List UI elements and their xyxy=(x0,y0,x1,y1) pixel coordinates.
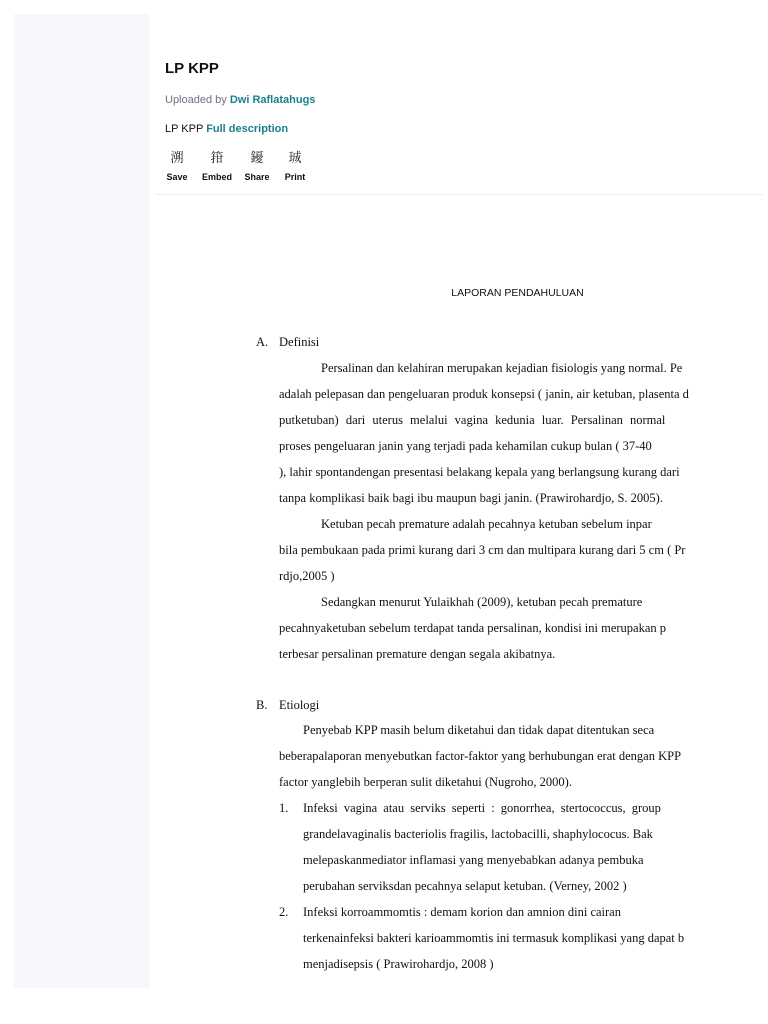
share-icon: 䥳 xyxy=(250,151,264,166)
section-a-marker: A. xyxy=(256,335,269,349)
list-item-line: perubahan serviksdan pecahnya selaput ketuban. (Verney, 2002 ) xyxy=(303,879,627,893)
list-item-line: Infeksi korroammomtis : demam korion dan amnion dini cairan xyxy=(303,905,621,919)
save-label: Save xyxy=(166,172,188,182)
body-line: proses pengeluaran janin yang terjadi pada kehamilan cukup bulan ( 37-40 xyxy=(279,439,652,453)
body-line: ), lahir spontandengan presentasi belakang kepala yang berlangsung kurang dari xyxy=(279,465,680,479)
uploader-line xyxy=(165,94,315,106)
section-b-title: Etiologi xyxy=(279,698,320,712)
body-line: Penyebab KPP masih belum diketahui dan tidak dapat ditentukan seca xyxy=(303,723,655,737)
body-line: bila pembukaan pada primi kurang dari 3 cm dan multipara kurang dari 5 cm ( Pr xyxy=(279,543,686,557)
section-b-marker: B. xyxy=(256,698,268,712)
list-number: 2. xyxy=(279,905,289,919)
list-item-line: melepaskanmediator inflamasi yang menyebabkan adanya pembuka xyxy=(303,853,644,867)
list-item-line: grandelavaginalis bacteriolis fragilis, lactobacilli, shaphylococus. Bak xyxy=(303,827,653,841)
body-line: tanpa komplikasi baik bagi ibu maupun bagi janin. (Prawirohardjo, S. 2005). xyxy=(279,491,663,505)
list-item-line: terkenainfeksi bakteri karioammomtis ini termasuk komplikasi yang dapat b xyxy=(303,931,685,945)
body-line: adalah pelepasan dan pengeluaran produk konsepsi ( janin, air ketuban, plasenta d xyxy=(279,387,689,401)
print-button[interactable] xyxy=(280,150,310,182)
save-button[interactable] xyxy=(162,150,192,182)
body-line: factor yanglebih berperan sulit diketahui (Nugroho, 2000). xyxy=(279,775,572,789)
list-number: 1. xyxy=(279,801,289,815)
body-line: putketuban) dari uterus melalui vagina kedunia luar. Persalinan normal xyxy=(279,413,666,427)
action-bar xyxy=(162,150,310,182)
document-heading: LAPORAN PENDAHULUAN xyxy=(451,287,584,299)
body-line: Sedangkan menurut Yulaikhah (2009), ketuban pecah premature xyxy=(321,595,643,609)
header-divider xyxy=(155,194,763,195)
body-line: beberapalaporan menyebutkan factor-faktor yang berhubungan erat dengan KPP xyxy=(279,749,682,763)
share-label: Share xyxy=(244,172,270,182)
document-header xyxy=(165,60,745,77)
body-line: Ketuban pecah premature adalah pecahnya ketuban sebelum inpar xyxy=(321,517,652,531)
full-description-link[interactable]: Full description xyxy=(206,123,289,135)
left-rail xyxy=(14,14,149,988)
description-prefix: LP KPP xyxy=(165,123,204,135)
list-item-line: menjadisepsis ( Prawirohardjo, 2008 ) xyxy=(303,957,494,971)
print-icon: 珹 xyxy=(288,151,302,166)
body-line: Persalinan dan kelahiran merupakan kejadian fisiologis yang normal. Pe xyxy=(321,361,683,375)
body-line: terbesar persalinan premature dengan segala akibatnya. xyxy=(279,647,556,661)
embed-label: Embed xyxy=(201,172,232,182)
share-button[interactable] xyxy=(242,150,272,182)
body-line: pecahnyaketuban sebelum terdapat tanda persalinan, kondisi ini merupakan p xyxy=(279,621,667,635)
embed-button[interactable] xyxy=(200,150,234,182)
body-line: rdjo,2005 ) xyxy=(279,569,335,583)
save-icon: 溯 xyxy=(170,151,184,166)
page-title: LP KPP xyxy=(165,60,219,77)
list-item-line: Infeksi vagina atau serviks seperti : gonorrhea, stertococcus, group xyxy=(303,801,661,815)
section-a-title: Definisi xyxy=(279,335,320,349)
embed-icon: 箝 xyxy=(210,151,224,166)
uploaded-by-label: Uploaded by xyxy=(165,94,227,106)
uploader-link[interactable]: Dwi Raflatahugs xyxy=(229,94,316,106)
print-label: Print xyxy=(284,172,306,182)
description-line xyxy=(165,123,288,135)
